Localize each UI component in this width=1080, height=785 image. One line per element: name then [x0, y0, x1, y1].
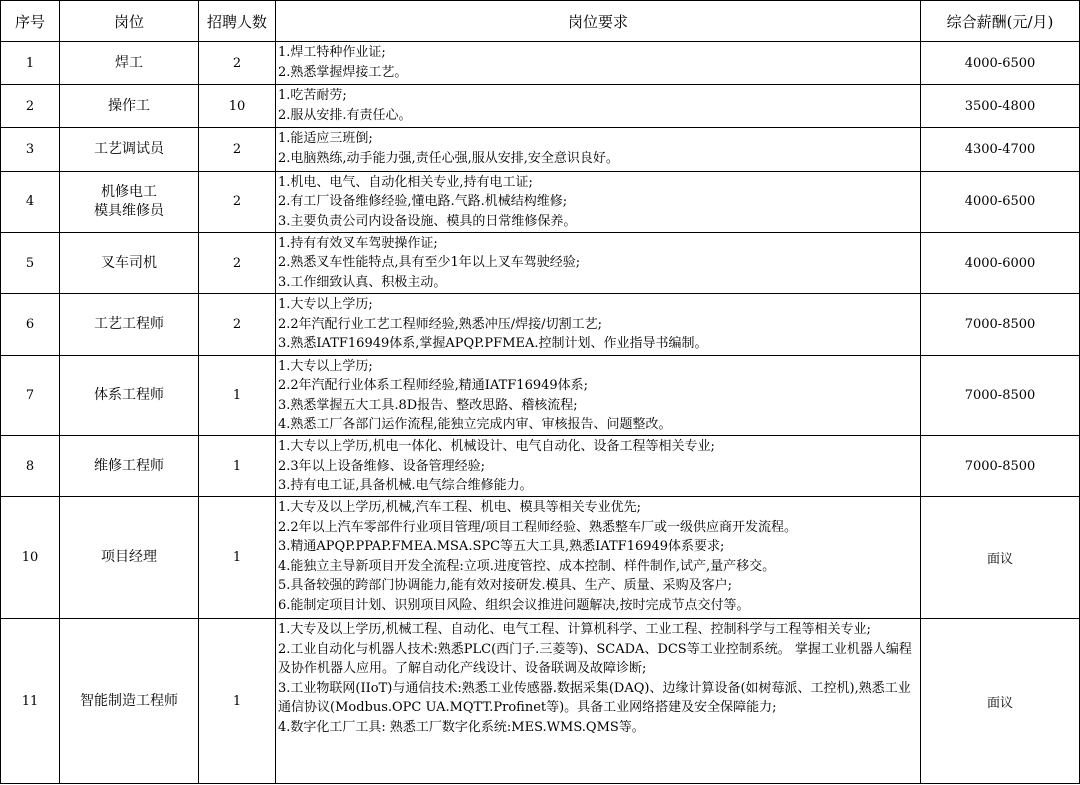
cell-position: [60, 497, 199, 619]
requirement-line: 4.数字化工厂工具: 熟悉工厂数字化系统:MES.WMS.QMS等。: [278, 719, 645, 735]
table-row: [1, 128, 1080, 171]
cell-position: [60, 171, 199, 232]
requirement-line: 1.吃苦耐劳;: [278, 88, 347, 104]
table-header-row: [1, 1, 1080, 42]
cell-seq: 4: [1, 171, 60, 232]
cell-seq: 7: [1, 355, 60, 435]
cell-count: 1: [199, 436, 276, 497]
requirement-line: 3.熟悉掌握五大工具.8D报告、整改思路、稽核流程;: [278, 397, 578, 413]
cell-position: [60, 85, 199, 128]
cell-position: [60, 42, 199, 85]
header-position: 岗位: [60, 1, 199, 42]
table-row: [1, 42, 1080, 85]
cell-requirements: [276, 497, 921, 619]
cell-seq: 10: [1, 497, 60, 619]
cell-seq: 3: [1, 128, 60, 171]
header-salary: 综合薪酬(元/月): [921, 1, 1080, 42]
table-body: [1, 42, 1080, 784]
position-line: 维修工程师: [94, 457, 164, 474]
cell-requirements: [276, 436, 921, 497]
cell-count: 2: [199, 232, 276, 293]
requirement-line: 1.大专以上学历,机电一体化、机械设计、电气自动化、设备工程等相关专业;: [278, 439, 715, 455]
cell-count: 1: [199, 497, 276, 619]
table-row: [1, 232, 1080, 293]
requirement-line: 2.有工厂设备维修经验,懂电路.气路.机械结构维修;: [278, 194, 568, 210]
requirement-line: 4.能独立主导新项目开发全流程:立项.进度管控、成本控制、样件制作,试产,量产移交。: [278, 558, 776, 574]
cell-seq: 5: [1, 232, 60, 293]
position-line: 工艺工程师: [94, 315, 164, 332]
requirement-line: 6.能制定项目计划、识别项目风险、组织会议推进问题解决,按时完成节点交付等。: [278, 597, 750, 613]
table-row: [1, 85, 1080, 128]
requirement-line: 3.工业物联网(IIoT)与通信技术:熟悉工业传感器.数据采集(DAQ)、边缘计算设备(如树莓派、工控机),熟悉工业通信协议(Modbus.OPC UA.MQTT.Profinet等)。具备工业网络搭建及安全保障能力;: [278, 680, 911, 716]
requirement-line: 1.焊工特种作业证;: [278, 45, 386, 60]
cell-count: 2: [199, 128, 276, 171]
cell-requirements: [276, 85, 921, 128]
requirement-line: 2.2年以上汽车零部件行业项目管理/项目工程师经验、熟悉整车厂或一级供应商开发流程。: [278, 519, 798, 535]
requirement-line: 2.2年汽配行业体系工程师经验,精通IATF16949体系;: [278, 378, 589, 394]
cell-requirements: [276, 355, 921, 435]
cell-position: [60, 619, 199, 784]
position-line: 叉车司机: [101, 254, 157, 271]
position-line: 模具维修员: [94, 202, 164, 219]
cell-requirements: [276, 128, 921, 171]
cell-seq: 8: [1, 436, 60, 497]
requirement-line: 1.大专及以上学历,机械,汽车工程、机电、模具等相关专业优先;: [278, 500, 642, 516]
requirement-line: 1.大专以上学历;: [278, 297, 373, 313]
table-row: [1, 171, 1080, 232]
cell-requirements: [276, 294, 921, 355]
cell-position: [60, 436, 199, 497]
requirement-line: 4.熟悉工厂各部门运作流程,能独立完成内审、审核报告、问题整改。: [278, 417, 672, 433]
requirement-line: 2.3年以上设备维修、设备管理经验;: [278, 458, 486, 474]
table-row: [1, 294, 1080, 355]
requirement-line: 2.服从安排.有责任心。: [278, 107, 412, 123]
position-line: 工艺调试员: [94, 141, 164, 158]
cell-position: [60, 355, 199, 435]
requirement-line: 1.大专以上学历;: [278, 358, 373, 374]
requirement-line: 1.大专及以上学历,机械工程、自动化、电气工程、计算机科学、工业工程、控制科学与工程等相关专业;: [278, 622, 871, 638]
requirement-line: 2.熟悉叉车性能特点,具有至少1年以上叉车驾驶经验;: [278, 255, 581, 271]
cell-seq: 1: [1, 42, 60, 85]
cell-requirements: [276, 171, 921, 232]
requirement-line: 3.工作细致认真、积极主动。: [278, 274, 447, 290]
cell-salary: 面议: [921, 497, 1080, 619]
position-line: 操作工: [108, 97, 150, 114]
position-line: 机修电工: [101, 183, 157, 200]
requirement-line: 3.精通APQP.PPAP.FMEA.MSA.SPC等五大工具,熟悉IATF16949体系要求;: [278, 539, 725, 555]
cell-count: 2: [199, 42, 276, 85]
requirement-line: 3.持有电工证,具备机械.电气综合维修能力。: [278, 478, 533, 494]
cell-count: 2: [199, 294, 276, 355]
cell-count: 1: [199, 355, 276, 435]
requirement-line: 3.熟悉IATF16949体系,掌握APQP.PFMEA.控制计划、作业指导书编制。: [278, 336, 708, 352]
table-row: [1, 497, 1080, 619]
cell-salary: 4000-6500: [921, 42, 1080, 85]
position-line: 焊工: [115, 54, 143, 71]
position-line: 智能制造工程师: [80, 692, 178, 709]
requirement-line: 2.2年汽配行业工艺工程师经验,熟悉冲压/焊接/切割工艺;: [278, 316, 602, 332]
cell-salary: 面议: [921, 619, 1080, 784]
requirement-line: 1.机电、电气、自动化相关专业,持有电工证;: [278, 174, 533, 190]
requirement-line: 5.具备较强的跨部门协调能力,能有效对接研发.模具、生产、质量、采购及客户;: [278, 578, 733, 594]
cell-count: 10: [199, 85, 276, 128]
cell-requirements: [276, 42, 921, 85]
cell-salary: 4300-4700: [921, 128, 1080, 171]
cell-count: 1: [199, 619, 276, 784]
cell-seq: 2: [1, 85, 60, 128]
cell-salary: 7000-8500: [921, 355, 1080, 435]
table-row: [1, 436, 1080, 497]
cell-salary: 7000-8500: [921, 294, 1080, 355]
table-row: [1, 355, 1080, 435]
position-line: 体系工程师: [94, 386, 164, 403]
requirement-line: 2.电脑熟练,动手能力强,责任心强,服从安排,安全意识良好。: [278, 150, 619, 166]
requirement-line: 2.熟悉掌握焊接工艺。: [278, 64, 408, 80]
requirement-line: 3.主要负责公司内设备设施、模具的日常维修保养。: [278, 213, 577, 229]
table-row: [1, 619, 1080, 784]
cell-salary: 3500-4800: [921, 85, 1080, 128]
cell-salary: 4000-6500: [921, 171, 1080, 232]
cell-salary: 7000-8500: [921, 436, 1080, 497]
cell-position: [60, 232, 199, 293]
cell-count: 2: [199, 171, 276, 232]
requirement-line: 1.能适应三班倒;: [278, 131, 373, 147]
cell-seq: 6: [1, 294, 60, 355]
header-count: 招聘人数: [199, 1, 276, 42]
cell-seq: 11: [1, 619, 60, 784]
position-line: 项目经理: [101, 549, 157, 566]
cell-position: [60, 294, 199, 355]
cell-position: [60, 128, 199, 171]
cell-requirements: [276, 232, 921, 293]
cell-salary: 4000-6000: [921, 232, 1080, 293]
header-requirements: 岗位要求: [276, 1, 921, 42]
cell-requirements: [276, 619, 921, 784]
requirement-line: 1.持有有效叉车驾驶操作证;: [278, 235, 438, 251]
header-seq: 序号: [1, 1, 60, 42]
requirement-line: 2.工业自动化与机器人技术:熟悉PLC(西门子.三菱等)、SCADA、DCS等工业控制系统。 掌握工业机器人编程及协作机器人应用。了解自动化产线设计、设备联调及故障诊断;: [278, 641, 912, 677]
